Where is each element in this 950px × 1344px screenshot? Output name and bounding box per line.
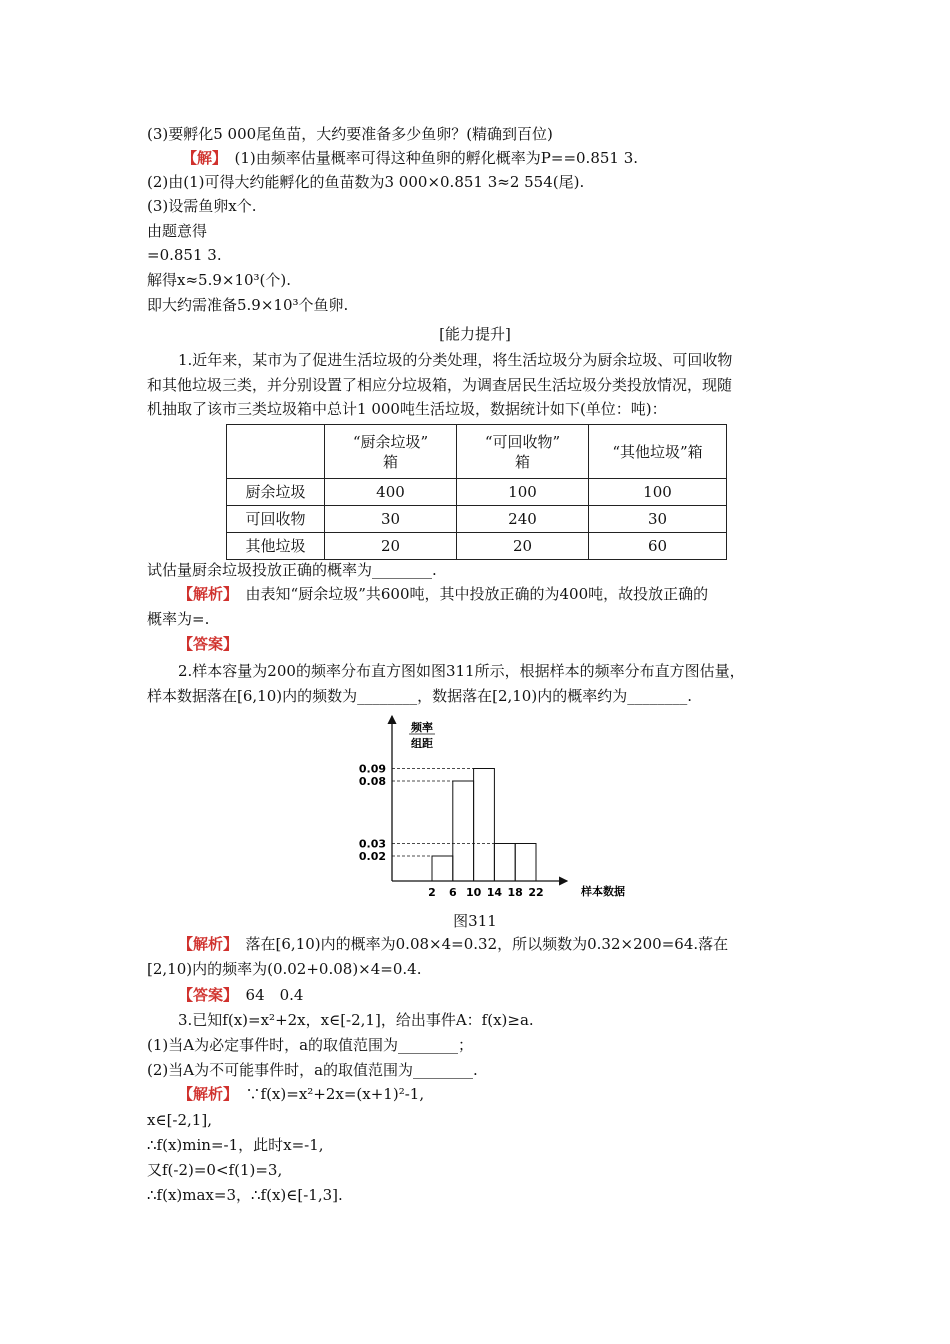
histogram-bar [515, 844, 536, 882]
answer-tag: 【答案】 [178, 635, 239, 653]
table-corner-cell [227, 425, 325, 479]
x-tick-label: 6 [448, 886, 457, 899]
solution-line-5: =0.851 3. [147, 246, 222, 264]
table-cell: 240 [457, 506, 589, 533]
analysis-tag: 【解析】 [178, 585, 231, 603]
y-tick-label: 0.02 [358, 850, 386, 863]
table-cell: 可回收物 [227, 506, 325, 533]
p3-analysis-4: 又f(-2)=0<f(1)=3, [147, 1161, 283, 1179]
table-cell: 30 [325, 506, 457, 533]
x-tick-label: 18 [507, 886, 523, 899]
solution-line-2: (2)由(1)可得大约能孵化的鱼苗数为3 000×0.851 3≈2 554(尾). [147, 173, 585, 191]
p1-line-2: 和其他垃圾三类，并分别设置了相应分垃圾箱，为调查居民生活垃圾分类投放情况，现随 [147, 376, 733, 394]
table-cell: 60 [589, 533, 727, 560]
table-cell: 100 [589, 479, 727, 506]
histogram-bar [494, 844, 515, 882]
p1-line-3: 机抽取了该市三类垃圾箱中总计1 000吨生活垃圾，数据统计如下(单位：吨)： [147, 400, 667, 418]
solution-line-6: 解得x≈5.9×10³(个). [147, 271, 292, 289]
figure-caption: 图311 [453, 912, 497, 930]
answer-value: 64 0.4 [245, 986, 304, 1004]
table-cell: 20 [325, 533, 457, 560]
table-cell: 其他垃圾 [227, 533, 325, 560]
p1-analysis-2: 概率为=. [147, 610, 210, 628]
answer-tag: 【答案】 [178, 986, 231, 1004]
y-label-top: 频率 [411, 721, 433, 734]
p3-line-1: 3.已知f(x)=x²+2x，x∈[-2,1]，给出事件A：f(x)≥a. [178, 1011, 534, 1029]
p3-line-3: (2)当A为不可能事件时，a的取值范围为________. [147, 1061, 478, 1079]
p2-line-1: 2.样本容量为200的频率分布直方图如图311所示，根据样本的频率分布直方图估量， [178, 662, 745, 680]
p3-line-2: (1)当A为必定事件时，a的取值范围为________； [147, 1036, 474, 1054]
p1-answer [178, 634, 238, 654]
table-row [227, 479, 727, 506]
jie-tag: 【解】 [182, 149, 220, 167]
y-tick-label: 0.03 [358, 837, 386, 851]
y-tick-label: 0.09 [358, 762, 386, 776]
table-cell: 100 [457, 479, 589, 506]
analysis-tag: 【解析】 [178, 935, 231, 953]
p3-analysis-3: ∴f(x)min=-1，此时x=-1, [147, 1136, 324, 1154]
solution-line-4: 由题意得 [147, 222, 208, 240]
p2-line-2: 样本数据落在[6,10)内的频数为________，数据落在[2,10)内的概率约为________. [147, 687, 692, 705]
p1-question: 试估量厨余垃圾投放正确的概率为________. [147, 561, 437, 579]
table-cell: 400 [325, 479, 457, 506]
x-tick-label: 10 [465, 886, 482, 899]
table-cell: 20 [457, 533, 589, 560]
table-row [227, 533, 727, 560]
garbage-table [226, 424, 727, 560]
x-tick-label: 22 [528, 886, 544, 899]
solution-line-3: (3)设需鱼卵x个. [147, 197, 257, 215]
analysis-tag: 【解析】 [178, 1085, 231, 1103]
p2-analysis-1: 【解析】 落在[6,10)内的概率为0.08×4=0.32，所以频数为0.32×200=64.落在 [178, 935, 729, 953]
q3-text: (3)要孵化5 000尾鱼苗，大约要准备多少鱼卵？(精确到百位) [147, 125, 553, 143]
p2-answer [178, 985, 303, 1005]
solution-line-7: 即大约需准备5.9×10³个鱼卵. [147, 296, 349, 314]
p1-line-1: 1.近年来，某市为了促进生活垃圾的分类处理，将生活垃圾分为厨余垃圾、可回收物 [178, 351, 733, 369]
histogram-bar [432, 856, 453, 881]
frequency-histogram [330, 712, 640, 904]
p3-analysis-2: x∈[-2,1], [147, 1111, 212, 1129]
p3-analysis-5: ∴f(x)max=3，∴f(x)∈[-1,3]. [147, 1186, 343, 1204]
table-header: “其他垃圾”箱 [589, 425, 727, 479]
table-row [227, 506, 727, 533]
x-axis-label: 样本数据 [581, 885, 625, 898]
p1-analysis-1: 【解析】 由表知“厨余垃圾”共600吨，其中投放正确的为400吨，故投放正确的 [178, 585, 709, 603]
p2-analysis-2: [2,10)内的频率为(0.02+0.08)×4=0.4. [147, 960, 422, 978]
table-header: “厨余垃圾” 箱 [325, 425, 457, 479]
section-title: [能力提升] [439, 325, 511, 343]
histogram-bar [453, 781, 474, 881]
table-cell: 厨余垃圾 [227, 479, 325, 506]
p3-analysis-1: 【解析】 ∵f(x)=x²+2x=(x+1)²-1, [178, 1085, 425, 1103]
y-label-bottom: 组距 [411, 737, 433, 750]
histogram-bar [474, 769, 495, 882]
solution-line-1: 【解】 (1)由频率估量概率可得这种鱼卵的孵化概率为P==0.851 3. [182, 149, 639, 167]
x-tick-label: 2 [428, 886, 436, 899]
table-cell: 30 [589, 506, 727, 533]
table-header: “可回收物” 箱 [457, 425, 589, 479]
y-tick-label: 0.08 [358, 775, 386, 788]
x-tick-label: 14 [486, 886, 503, 899]
